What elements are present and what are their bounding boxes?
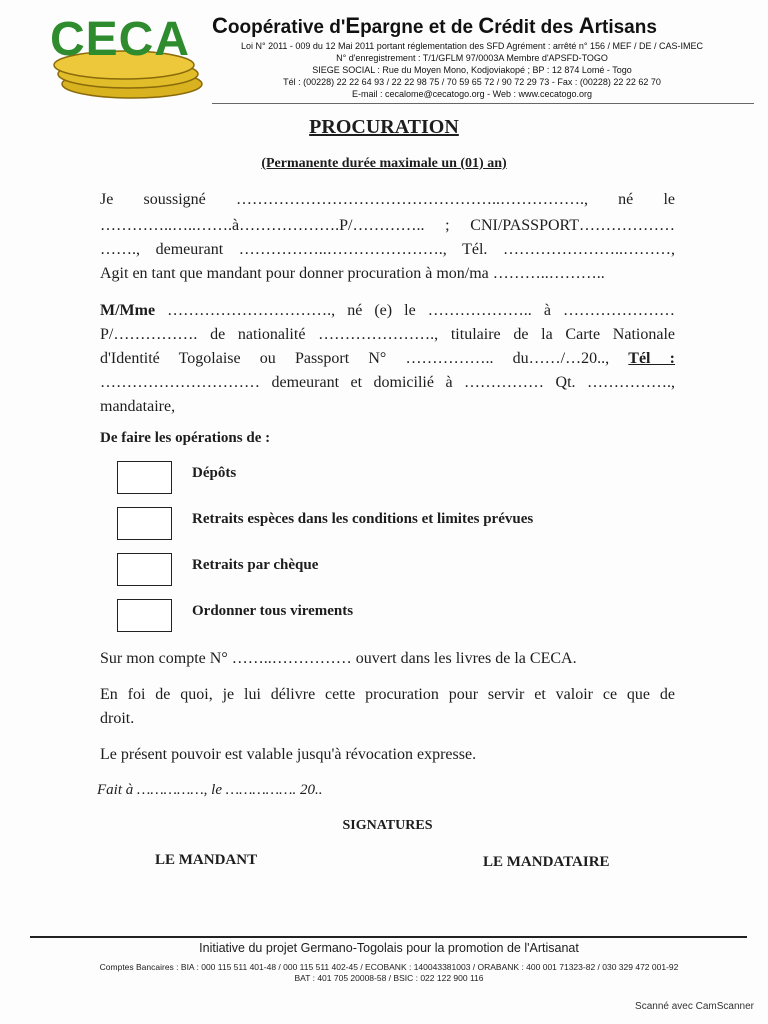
mandataire-line-1: M/Mme …………………………., né (e) le ……………….. à ………………… — [100, 302, 675, 319]
signatures-heading: SIGNATURES — [342, 818, 433, 833]
operation-row-deposits — [117, 461, 677, 497]
mandant-signature-label: LE MANDANT — [155, 852, 258, 868]
mandant-line-2: …………..…..…….à……………….P/………….. ; CNI/PASSPORT……………… — [100, 217, 675, 234]
footer-title: Initiative du projet Germano-Togolais pour la promotion de l'Artisanat — [199, 941, 579, 955]
mandant-line-4: Agit en tant que mandant pour donner procuration à mon/ma ………..……….. — [100, 265, 605, 282]
logo-text: CECA — [50, 13, 191, 66]
ceca-logo — [44, 10, 204, 102]
email-web: E-mail : cecalome@cecatogo.org - Web : www.cecatogo.org — [351, 89, 593, 99]
deposits-checkbox[interactable] — [117, 461, 172, 494]
bank-accounts-line-1: Comptes Bancaires : BIA : 000 115 511 401-48 / 000 115 511 402-45 / ECOBANK : 140043381003 / ORABANK : 400 001 71323-82 / 030 329 472 001-92 — [99, 962, 679, 972]
organization-name: Coopérative d'Epargne et de Crédit des Artisans — [212, 13, 657, 38]
validity-line: Le présent pouvoir est valable jusqu'à révocation expresse. — [100, 746, 477, 763]
place-date-line: Fait à ……………, le ……………. 20.. — [97, 782, 323, 798]
footer-divider — [30, 936, 747, 938]
phone-fax: Tél : (00228) 22 22 64 93 / 22 22 98 75 / 70 59 65 72 / 90 72 29 73 - Fax : (00228) 22 22 62 70 — [283, 77, 661, 87]
operation-row-cheque-withdrawals — [117, 553, 677, 589]
mandataire-line-5: mandataire, — [100, 398, 176, 415]
en-foi-line-1: En foi de quoi, je lui délivre cette procuration pour servir et valoir ce que de — [100, 686, 675, 703]
bank-accounts-line-2: BAT : 401 705 20008-58 / BSIC : 022 122 900 116 — [294, 973, 484, 983]
operation-row-cash-withdrawals — [117, 507, 677, 543]
document-subtitle: (Permanente durée maximale un (01) an) — [261, 156, 507, 171]
cash-withdrawals-label: Retraits espèces dans les conditions et limites prévues — [192, 511, 534, 527]
mandataire-line-4: ………………………… demeurant et domicilié à …………… Qt. ……………., — [100, 374, 675, 391]
header-divider — [212, 103, 754, 104]
deposits-label: Dépôts — [192, 465, 237, 481]
mandataire-label: M/Mme — [100, 302, 156, 319]
mandataire-signature-label: LE MANDATAIRE — [483, 854, 610, 870]
cheque-withdrawals-label: Retraits par chèque — [192, 557, 319, 573]
operation-row-transfers — [117, 599, 677, 635]
account-line: Sur mon compte N° ……..…………… ouvert dans les livres de la CECA. — [100, 650, 577, 667]
en-foi-line-2: droit. — [100, 710, 135, 727]
mandant-line-1: Je soussigné …………………………………………..……………., né le — [100, 191, 675, 208]
transfers-label: Ordonner tous virements — [192, 603, 354, 619]
registration-number: N° d'enregistrement : T/1/GFLM 97/0003A Membre d'APSFD-TOGO — [336, 53, 608, 63]
transfers-checkbox[interactable] — [117, 599, 172, 632]
mandataire-line-3: d'Identité Togolaise ou Passport N° …………….. du……/…20.., Tél : — [100, 350, 676, 367]
tel-label: Tél : — [628, 350, 676, 367]
operations-label: De faire les opérations de : — [100, 430, 271, 446]
mandataire-line-2: P/……………. de nationalité …………………., titulaire de la Carte Nationale — [100, 326, 675, 343]
legal-reference: Loi N° 2011 - 009 du 12 Mai 2011 portant réglementation des SFD Agrément : arrêté n° 156 / MEF / DE / CAS-IMEC — [240, 41, 704, 51]
cheque-withdrawals-checkbox[interactable] — [117, 553, 172, 586]
scanner-watermark: Scanné avec CamScanner — [635, 1001, 754, 1012]
head-office-address: SIEGE SOCIAL : Rue du Moyen Mono, Kodjoviakopé ; BP : 12 874 Lomé - Togo — [312, 65, 632, 75]
cash-withdrawals-checkbox[interactable] — [117, 507, 172, 540]
mandant-line-3: ……., demeurant ……………..…………………., Tél. …………………..………, — [100, 241, 675, 258]
document-title: PROCURATION — [309, 116, 459, 138]
